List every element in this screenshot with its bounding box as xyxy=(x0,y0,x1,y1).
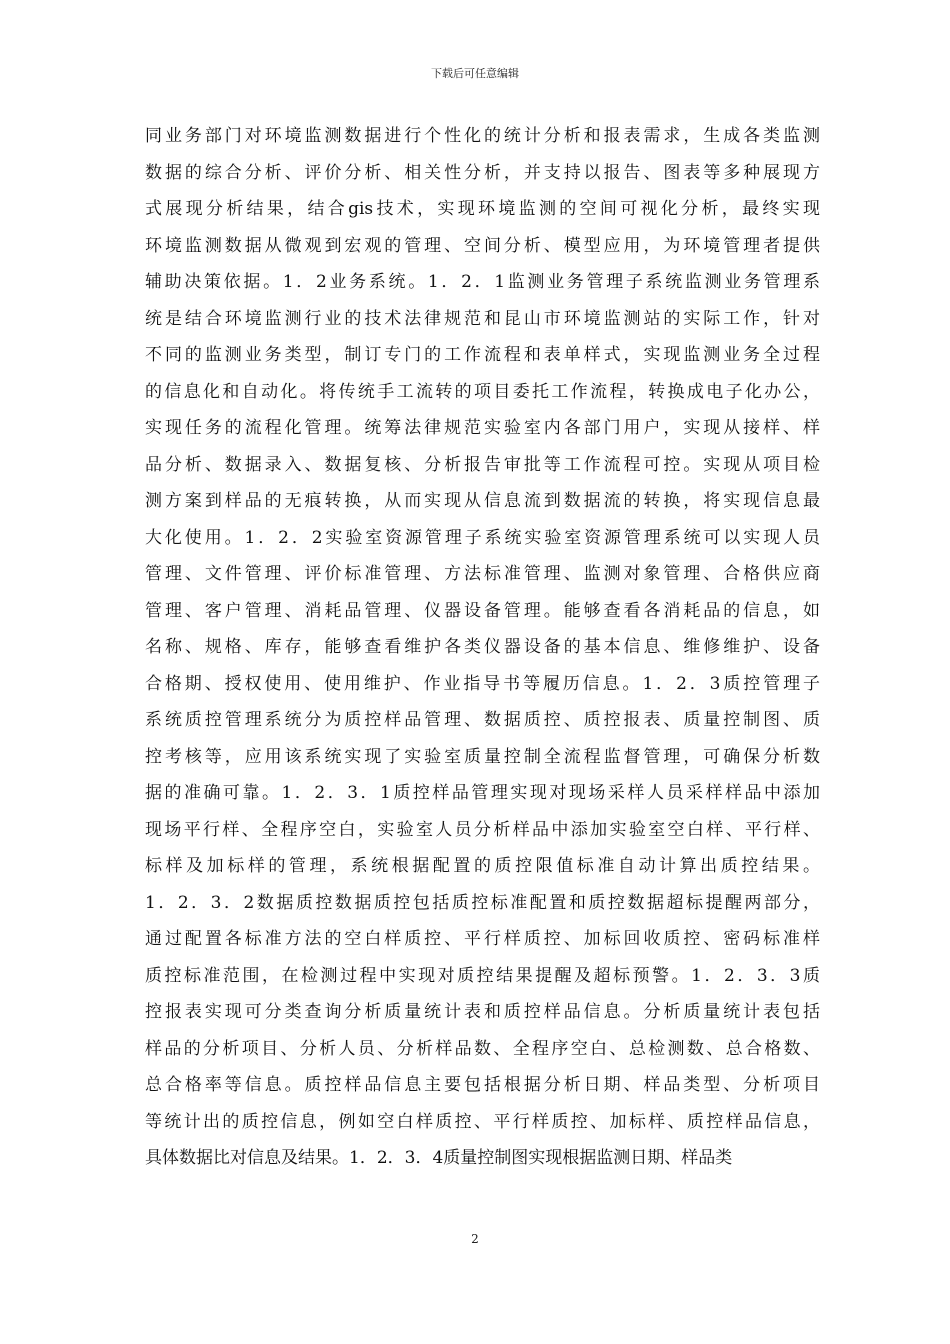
text-line: 环境监测数据从微观到宏观的管理、空间分析、模型应用，为环境管理者提供 xyxy=(145,235,820,256)
body-text xyxy=(145,118,820,1177)
text-line: 现场平行样、全程序空白，实验室人员分析样品中添加实验室空白样、平行样、 xyxy=(145,819,820,840)
text-line: 测方案到样品的无痕转换，从而实现从信息流到数据流的转换，将实现信息最 xyxy=(145,491,820,511)
page-header: 下载后可任意编辑 xyxy=(431,67,519,80)
page-number: 2 xyxy=(471,1232,479,1246)
text-line: 控考核等，应用该系统实现了实验室质量控制全流程监督管理，可确保分析数 xyxy=(145,746,820,767)
text-line: 总合格率等信息。质控样品信息主要包括根据分析日期、样品类型、分析项目 xyxy=(145,1075,820,1095)
text-line: 名称、规格、库存，能够查看维护各类仪器设备的基本信息、维修维护、设备 xyxy=(145,637,820,657)
text-line: 具体数据比对信息及结果。1．2．3．4质量控制图实现根据监测日期、样品类 xyxy=(145,1148,733,1168)
text-line: 管理、客户管理、消耗品管理、仪器设备管理。能够查看各消耗品的信息，如 xyxy=(145,600,820,621)
text-line: 的信息化和自动化。将传统手工流转的项目委托工作流程，转换成电子化办公， xyxy=(145,381,820,402)
text-line: 式展现分析结果，结合gis技术，实现环境监测的空间可视化分析，最终实现 xyxy=(145,199,820,219)
text-line: 1．2．3．2数据质控数据质控包括质控标准配置和质控数据超标提醒两部分， xyxy=(145,892,820,913)
text-line: 系统质控管理系统分为质控样品管理、数据质控、质控报表、质量控制图、质 xyxy=(145,710,820,730)
text-line: 标样及加标样的管理，系统根据配置的质控限值标准自动计算出质控结果。 xyxy=(145,856,820,876)
text-line: 合格期、授权使用、使用维护、作业指导书等履历信息。1．2．3质控管理子 xyxy=(145,673,820,694)
text-line: 辅助决策依据。1．2业务系统。1．2．1监测业务管理子系统监测业务管理系 xyxy=(145,272,820,292)
text-line: 样品的分析项目、分析人员、分析样品数、全程序空白、总检测数、总合格数、 xyxy=(145,1038,820,1059)
text-line: 品分析、数据录入、数据复核、分析报告审批等工作流程可控。实现从项目检 xyxy=(145,454,820,475)
text-line: 控报表实现可分类查询分析质量统计表和质控样品信息。分析质量统计表包括 xyxy=(145,1002,820,1022)
text-line: 不同的监测业务类型，制订专门的工作流程和表单样式，实现监测业务全过程 xyxy=(145,345,820,365)
text-line: 统是结合环境监测行业的技术法律规范和昆山市环境监测站的实际工作，针对 xyxy=(145,308,820,329)
text-line: 大化使用。1．2．2实验室资源管理子系统实验室资源管理系统可以实现人员 xyxy=(145,527,820,548)
text-line: 同业务部门对环境监测数据进行个性化的统计分析和报表需求，生成各类监测 xyxy=(145,126,820,146)
text-line: 通过配置各标准方法的空白样质控、平行样质控、加标回收质控、密码标准样 xyxy=(145,929,820,949)
text-line: 等统计出的质控信息，例如空白样质控、平行样质控、加标样、质控样品信息， xyxy=(145,1111,820,1132)
text-line: 据的准确可靠。1．2．3．1质控样品管理实现对现场采样人员采样样品中添加 xyxy=(145,783,820,803)
text-line: 实现任务的流程化管理。统筹法律规范实验室内各部门用户，实现从接样、样 xyxy=(145,418,820,438)
text-line: 数据的综合分析、评价分析、相关性分析，并支持以报告、图表等多种展现方 xyxy=(145,162,820,183)
text-line: 质控标准范围，在检测过程中实现对质控结果提醒及超标预警。1．2．3．3质 xyxy=(145,965,820,986)
text-line: 管理、文件管理、评价标准管理、方法标准管理、监测对象管理、合格供应商 xyxy=(145,564,820,584)
